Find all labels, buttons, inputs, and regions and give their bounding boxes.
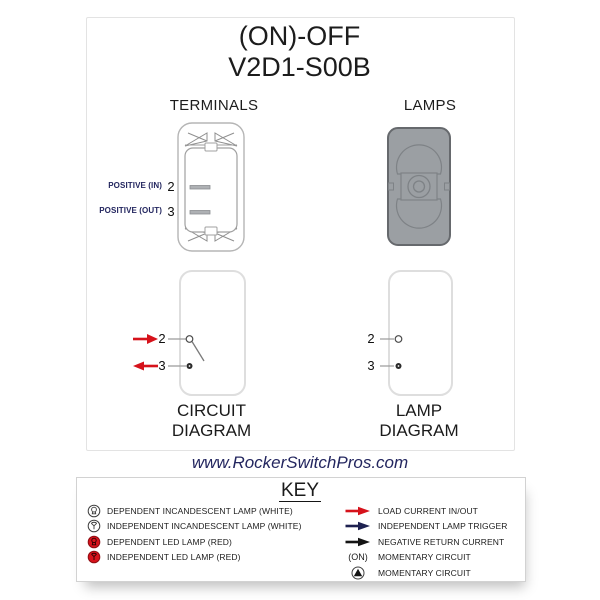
- on-label: (ON): [348, 552, 368, 563]
- load-current-arrow-icon: [344, 506, 372, 516]
- lamps-heading: LAMPS: [403, 97, 457, 114]
- terminal-3-number: 3: [167, 204, 175, 219]
- switch-rear-view-drawing: [175, 120, 247, 254]
- switch-model-number: V2D1-S00B: [228, 52, 371, 82]
- circuit-terminal-2-number: 2: [158, 331, 166, 346]
- independent-incandescent-lamp-icon: [86, 519, 101, 533]
- momentary-circuit-icon: [344, 566, 372, 580]
- key-item: NEGATIVE RETURN CURRENT: [344, 534, 507, 550]
- key-heading: KEY: [280, 480, 320, 501]
- terminal-2-blade: [190, 186, 210, 190]
- independent-lamp-trigger-arrow-icon: [344, 521, 372, 531]
- lamp-diagram-caption: LAMP DIAGRAM: [379, 401, 459, 440]
- load-out-arrow-head: [133, 362, 144, 371]
- independent-led-lamp-icon: [86, 550, 101, 564]
- key-left-column: [86, 503, 302, 565]
- positive-out-label: POSITIVE (OUT): [99, 206, 162, 215]
- key-item: INDEPENDENT LAMP TRIGGER: [344, 519, 507, 535]
- terminal-2-number: 2: [167, 179, 175, 194]
- dependent-incandescent-lamp-icon: [86, 504, 101, 518]
- lamp-terminal-2-number: 2: [367, 331, 375, 346]
- website-url: www.RockerSwitchPros.com: [191, 453, 409, 472]
- lamp-contact-2: [395, 336, 402, 343]
- key-item: INDEPENDENT LED LAMP (RED): [86, 550, 302, 566]
- key-right-column: [344, 503, 507, 581]
- switch-function-title: (ON)-OFF: [238, 21, 361, 51]
- page-title: [86, 21, 513, 83]
- circuit-terminal-3-number: 3: [158, 358, 166, 373]
- key-item: (ON) MOMENTARY CIRCUIT: [344, 550, 507, 566]
- key-item: DEPENDENT INCANDESCENT LAMP (WHITE): [86, 503, 302, 519]
- negative-return-arrow-icon: [344, 537, 372, 547]
- key-item: INDEPENDENT INCANDESCENT LAMP (WHITE): [86, 519, 302, 535]
- terminal-3-blade: [190, 211, 210, 215]
- key-item: LOAD CURRENT IN/OUT: [344, 503, 507, 519]
- lamp-terminal-3-number: 3: [367, 358, 375, 373]
- dependent-led-lamp-icon: [86, 535, 101, 549]
- rocker-actuator-drawing: [386, 126, 452, 247]
- terminals-heading: TERMINALS: [169, 97, 259, 114]
- positive-in-label: POSITIVE (IN): [108, 181, 162, 190]
- key-item: MOMENTARY CIRCUIT: [344, 565, 507, 581]
- circuit-diagram-drawing: [130, 328, 245, 373]
- key-item: DEPENDENT LED LAMP (RED): [86, 534, 302, 550]
- circuit-contact-2: [186, 336, 193, 343]
- circuit-diagram-caption: CIRCUIT DIAGRAM: [171, 401, 252, 440]
- switch-lever: [192, 342, 204, 362]
